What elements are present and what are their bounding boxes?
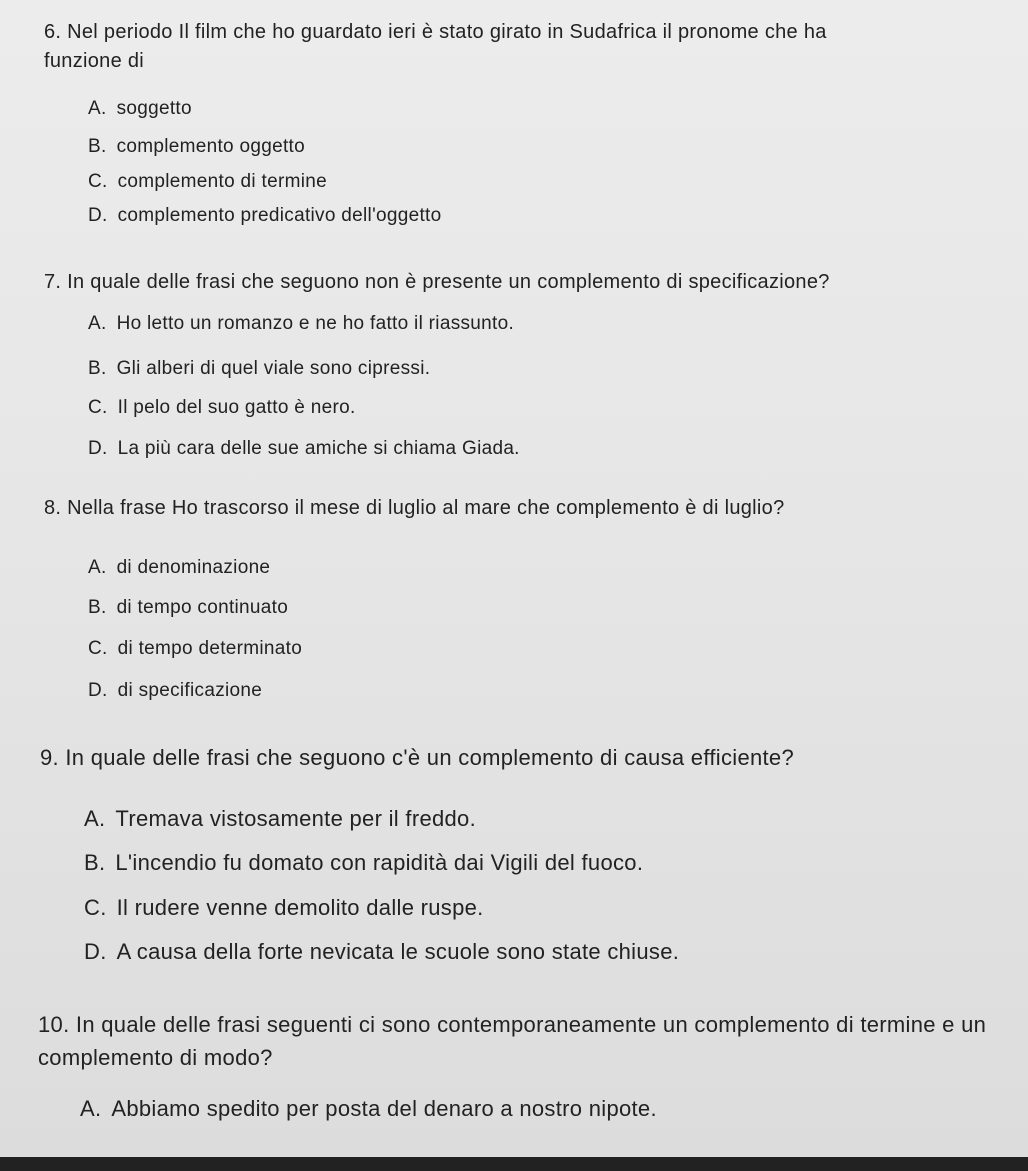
option-text: Gli alberi di quel viale sono cipressi. <box>116 358 431 379</box>
option-text: Il rudere venne demolito dalle ruspe. <box>116 895 484 920</box>
option-text: Tremava vistosamente per il freddo. <box>115 806 476 831</box>
option-text: Abbiamo spedito per posta del denaro a nostro nipote. <box>111 1096 657 1121</box>
option-letter: B. <box>88 358 107 379</box>
question-text <box>40 742 1000 774</box>
question-number: 8. <box>44 497 62 519</box>
option-text: soggetto <box>116 98 192 119</box>
question-number: 10. <box>38 1012 70 1037</box>
question-number: 6. <box>44 21 62 43</box>
option-letter: A. <box>84 806 106 831</box>
option-letter: D. <box>88 205 108 226</box>
option-letter: A. <box>88 557 107 578</box>
option-b <box>84 850 643 876</box>
option-letter: D. <box>84 939 107 964</box>
question-text <box>44 18 844 76</box>
option-a <box>88 98 192 120</box>
option-letter: D. <box>88 680 108 701</box>
option-text: L'incendio fu domato con rapidità dai Vigili del fuoco. <box>115 850 644 875</box>
question-body: In quale delle frasi che seguono c'è un complemento di causa efficiente? <box>65 745 795 770</box>
question-number: 9. <box>40 745 59 770</box>
option-a <box>88 557 270 579</box>
option-c <box>88 397 356 419</box>
question-text <box>38 1008 1008 1074</box>
option-text: complemento di termine <box>117 171 327 192</box>
option-a <box>80 1096 657 1122</box>
option-c <box>88 171 327 193</box>
question-body: Nel periodo Il film che ho guardato ieri è stato girato in Sudafrica il pronome che ha funzione di <box>44 21 827 72</box>
option-letter: A. <box>88 98 107 119</box>
question-body: Nella frase Ho trascorso il mese di luglio al mare che complemento è di luglio? <box>67 497 785 519</box>
option-text: di tempo continuato <box>116 597 289 618</box>
option-text: di tempo determinato <box>117 638 303 659</box>
option-d <box>88 438 520 460</box>
question-body: In quale delle frasi seguenti ci sono contemporaneamente un complemento di termine e un complemento di modo? <box>38 1012 987 1070</box>
option-d <box>84 939 679 965</box>
option-a <box>84 806 476 832</box>
option-letter: C. <box>88 638 108 659</box>
option-letter: C. <box>84 895 107 920</box>
option-c <box>84 895 484 921</box>
option-text: complemento predicativo dell'oggetto <box>117 205 442 226</box>
option-letter: B. <box>84 850 106 875</box>
option-letter: C. <box>88 397 108 418</box>
option-c <box>88 638 302 660</box>
option-text: A causa della forte nevicata le scuole sono state chiuse. <box>116 939 680 964</box>
question-number: 7. <box>44 271 62 293</box>
option-d <box>88 205 442 227</box>
option-letter: B. <box>88 136 107 157</box>
option-letter: A. <box>80 1096 102 1121</box>
option-d <box>88 680 262 702</box>
option-b <box>88 358 430 380</box>
option-letter: C. <box>88 171 108 192</box>
option-text: Ho letto un romanzo e ne ho fatto il riassunto. <box>116 313 515 334</box>
option-letter: A. <box>88 313 107 334</box>
option-text: Il pelo del suo gatto è nero. <box>117 397 356 418</box>
option-text: di denominazione <box>116 557 271 578</box>
question-text <box>44 268 1004 297</box>
option-a <box>88 313 514 335</box>
option-letter: D. <box>88 438 108 459</box>
option-text: complemento oggetto <box>116 136 305 157</box>
question-text <box>44 494 1004 523</box>
option-letter: B. <box>88 597 107 618</box>
option-text: di specificazione <box>117 680 263 701</box>
option-b <box>88 597 288 619</box>
option-text: La più cara delle sue amiche si chiama Giada. <box>117 438 520 459</box>
question-body: In quale delle frasi che seguono non è presente un complemento di specificazione? <box>67 271 830 293</box>
page-bottom-edge <box>0 1157 1028 1171</box>
option-b <box>88 136 305 158</box>
